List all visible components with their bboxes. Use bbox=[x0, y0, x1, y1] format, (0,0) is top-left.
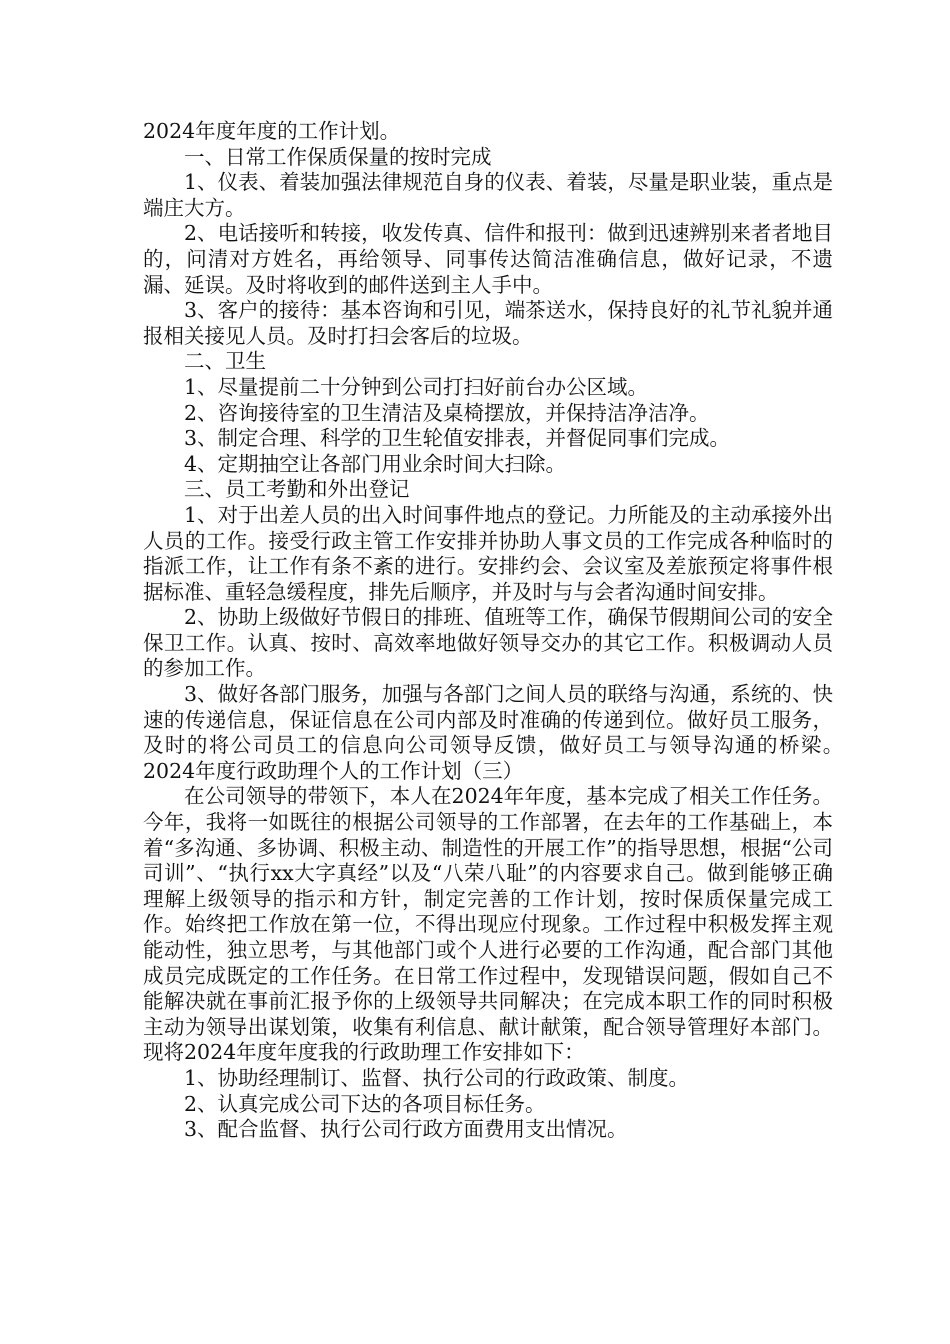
paragraph-plan-3: 3、配合监督、执行公司行政方面费用支出情况。 bbox=[184, 1117, 628, 1142]
paragraph-hygiene-4: 4、定期抽空让各部门用业余时间大扫除。 bbox=[184, 451, 567, 476]
paragraph-daily-1: 1、仪表、着装加强法律规范自身的仪表、着装，尽量是职业装，重点是端庄大方。 bbox=[143, 170, 833, 220]
paragraph-attendance-3: 3、做好各部门服务，加强与各部门之间人员的联络与沟通，系统的、快速的传递信息，保证信息在公司内部及时准确的传递到位。做好员工服务，及时的将公司员工的信息向公司领导反馈，做好员工与领导沟通的桥梁。 2024年度行政助理个人的工作计划（三） bbox=[143, 682, 874, 783]
paragraph-plan-2: 2、认真完成公司下达的各项目标任务。 bbox=[184, 1091, 546, 1116]
paragraph-daily-3: 3、客户的接待：基本咨询和引见，端茶送水，保持良好的礼节礼貌并通报相关接见人员。及时打扫会客后的垃圾。 bbox=[143, 298, 833, 348]
paragraph-hygiene-3: 3、制定合理、科学的卫生轮值安排表，并督促同事们完成。 bbox=[184, 426, 731, 451]
paragraph-plan-intro: 在公司领导的带领下，本人在2024年年度，基本完成了相关工作任务。今年，我将一如既往的根据公司领导的工作部署，在去年的工作基础上，本着“多沟通、多协调、积极主动、制造性的开展工作”的指导思想，根据“公司司训”、“执行xx大字真经”以及“八荣八耻”的内容要求自己。做到能够正确理解上级领导的指示和方针，制定完善的工作计划，按时保质保量完成工作。始终把工作放在第一位，不得出现应付现象。工作过程中积极发挥主观能动性，独立思考，与其他部门或个人进行必要的工作沟通，配合部门其他成员完成既定的工作任务。在日常工作过程中，发现错误问题，假如自己不能解决就在事前汇报予你的上级领导共同解决；在完成本职工作的同时积极主动为领导出谋划策，收集有利信息、献计献策，配合领导管理好本部门。现将2024年度年度我的行政助理工作安排如下： bbox=[143, 784, 833, 1065]
paragraph-attendance-2: 2、协助上级做好节假日的排班、值班等工作，确保节假期间公司的安全保卫工作。认真、按时、高效率地做好领导交办的其它工作。积极调动人员的参加工作。 bbox=[143, 605, 833, 681]
paragraph-hygiene-1: 1、尽量提前二十分钟到公司打扫好前台办公区域。 bbox=[184, 374, 649, 399]
section-heading-daily-work: 一、日常工作保质保量的按时完成 bbox=[184, 144, 492, 169]
paragraph-plan-1: 1、协助经理制订、监督、执行公司的行政政策、制度。 bbox=[184, 1065, 690, 1090]
paragraph-hygiene-2: 2、咨询接待室的卫生清洁及桌椅摆放，并保持洁净洁净。 bbox=[184, 400, 710, 425]
section-heading-attendance: 三、员工考勤和外出登记 bbox=[184, 477, 410, 502]
document-page bbox=[143, 119, 874, 1143]
section-heading-hygiene: 二、卫生 bbox=[184, 349, 266, 374]
paragraph-intro: 2024年度年度的工作计划。 bbox=[143, 119, 401, 143]
paragraph-attendance-1: 1、对于出差人员的出入时间事件地点的登记。力所能及的主动承接外出人员的工作。接受行政主管工作安排并协助人事文员的工作完成各种临时的指派工作，让工作有条不紊的进行。安排约会、会议室及差旅预定将事件根据标准、重轻急缓程度，排先后顺序，并及时与与会者沟通时间安排。 bbox=[143, 502, 833, 604]
paragraph-daily-2: 2、电话接听和转接，收发传真、信件和报刊：做到迅速辨别来者者地目的，问清对方姓名，再给领导、同事传达简洁准确信息，做好记录，不遗漏、延误。及时将收到的邮件送到主人手中。 bbox=[143, 221, 833, 297]
